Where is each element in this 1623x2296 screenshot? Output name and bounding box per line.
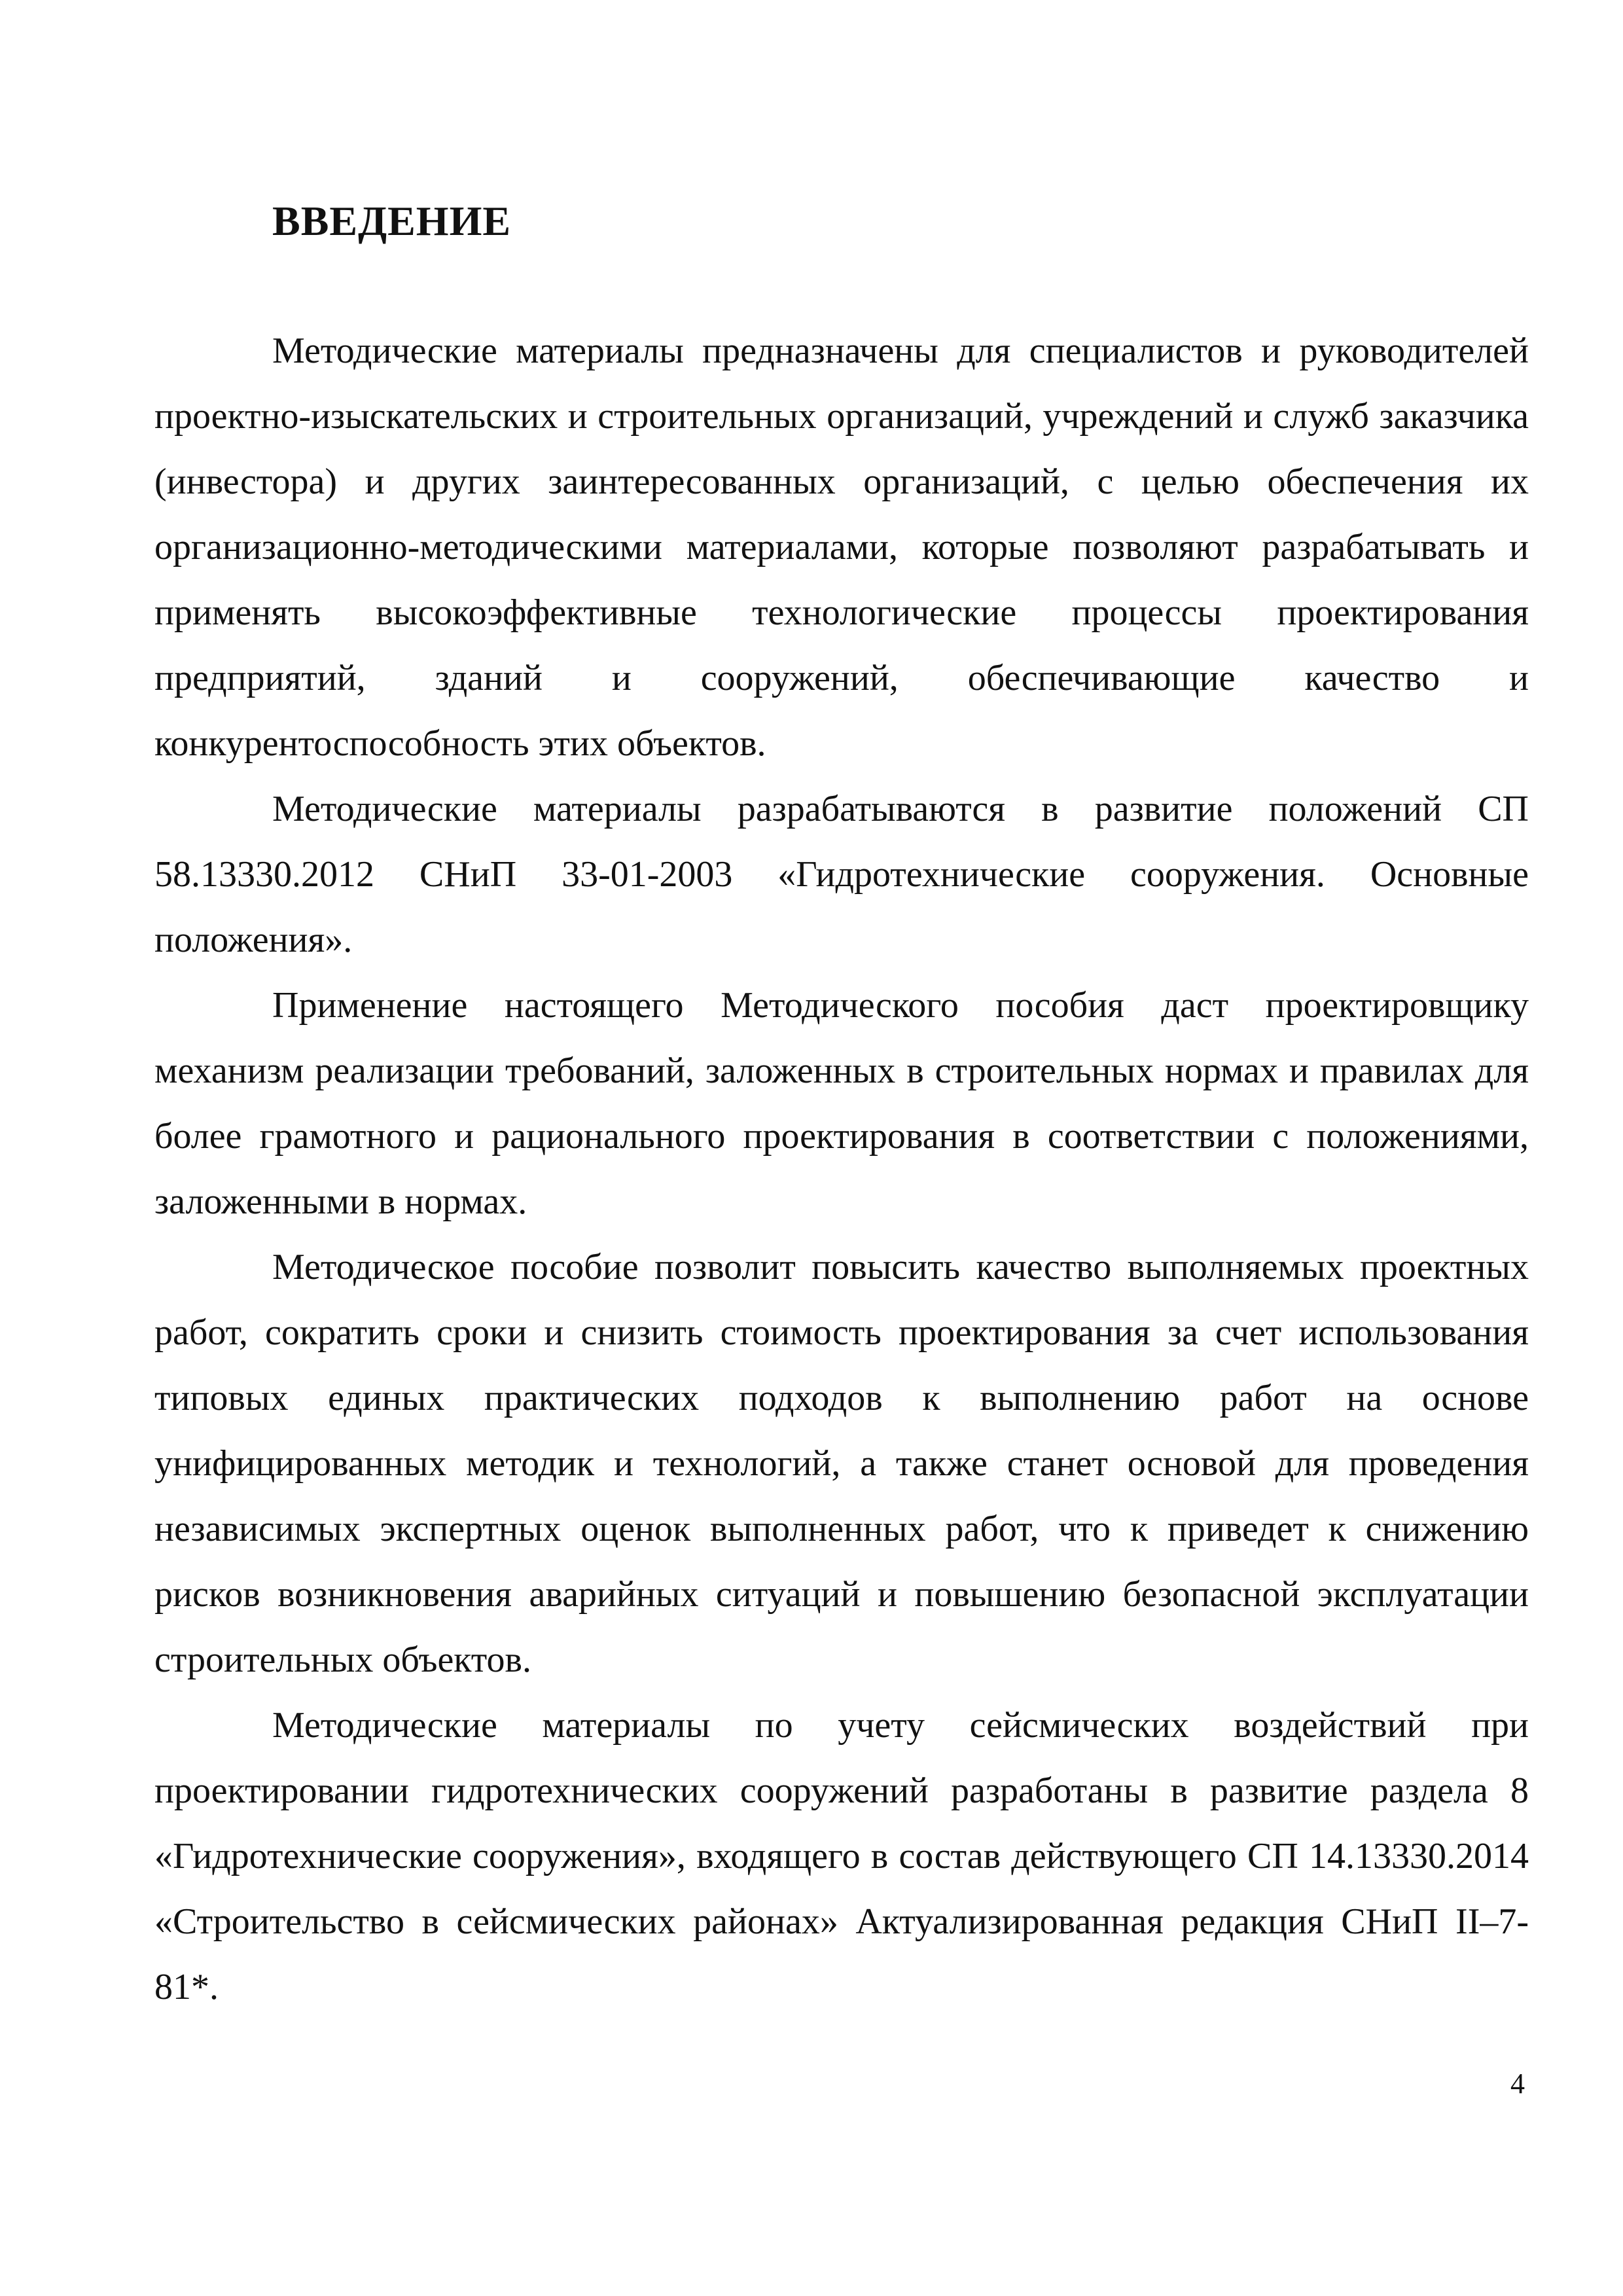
page-number: 4 [1510, 2068, 1525, 2100]
paragraph-application: Применение настоящего Методического пособия даст проектировщику механизм реализации требований, заложенных в строительных нормах и правилах для более грамотного и рационального проектирования в соответствии с положениями, заложенными в нормах. [154, 985, 1529, 1222]
paragraph-benefits: Методическое пособие позволит повысить качество выполняемых проектных работ, сократить сроки и снизить стоимость проектирования за счет использования типовых единых практических подходов к выполнению работ на основе унифицированных методик и технологий, а также станет основой для проведения независимых экспертных оценок выполненных работ, что к приведет к снижению рисков возникновения аварийных ситуаций и повышению безопасной эксплуатации строительных объектов. [154, 1247, 1529, 1680]
body-text [154, 318, 1529, 2020]
paragraph-purpose: Методические материалы предназначены для специалистов и руководителей проектно-изыскательских и строительных организаций, учреждений и служб заказчика (инвестора) и других заинтересованных организаций, с целью обеспечения их организационно-методическими материалами, которые позволяют разрабатывать и применять высокоэффективные технологические процессы проектирования предприятий, зданий и сооружений, обеспечивающие качество и конкурентоспособность этих объектов. [154, 331, 1529, 764]
section-heading: ВВЕДЕНИЕ [272, 198, 512, 244]
paragraph-seismic: Методические материалы по учету сейсмических воздействий при проектировании гидротехнических сооружений разработаны в развитие раздела 8 «Гидротехнические сооружения», входящего в состав действующего СП 14.13330.2014 «Строительство в сейсмических районах» Актуализированная редакция СНиП II–7-81*. [154, 1705, 1529, 2007]
paragraph-basis: Методические материалы разрабатываются в развитие положений СП 58.13330.2012 СНиП 33-01-2003 «Гидротехнические сооружения. Основные положения». [154, 789, 1529, 960]
